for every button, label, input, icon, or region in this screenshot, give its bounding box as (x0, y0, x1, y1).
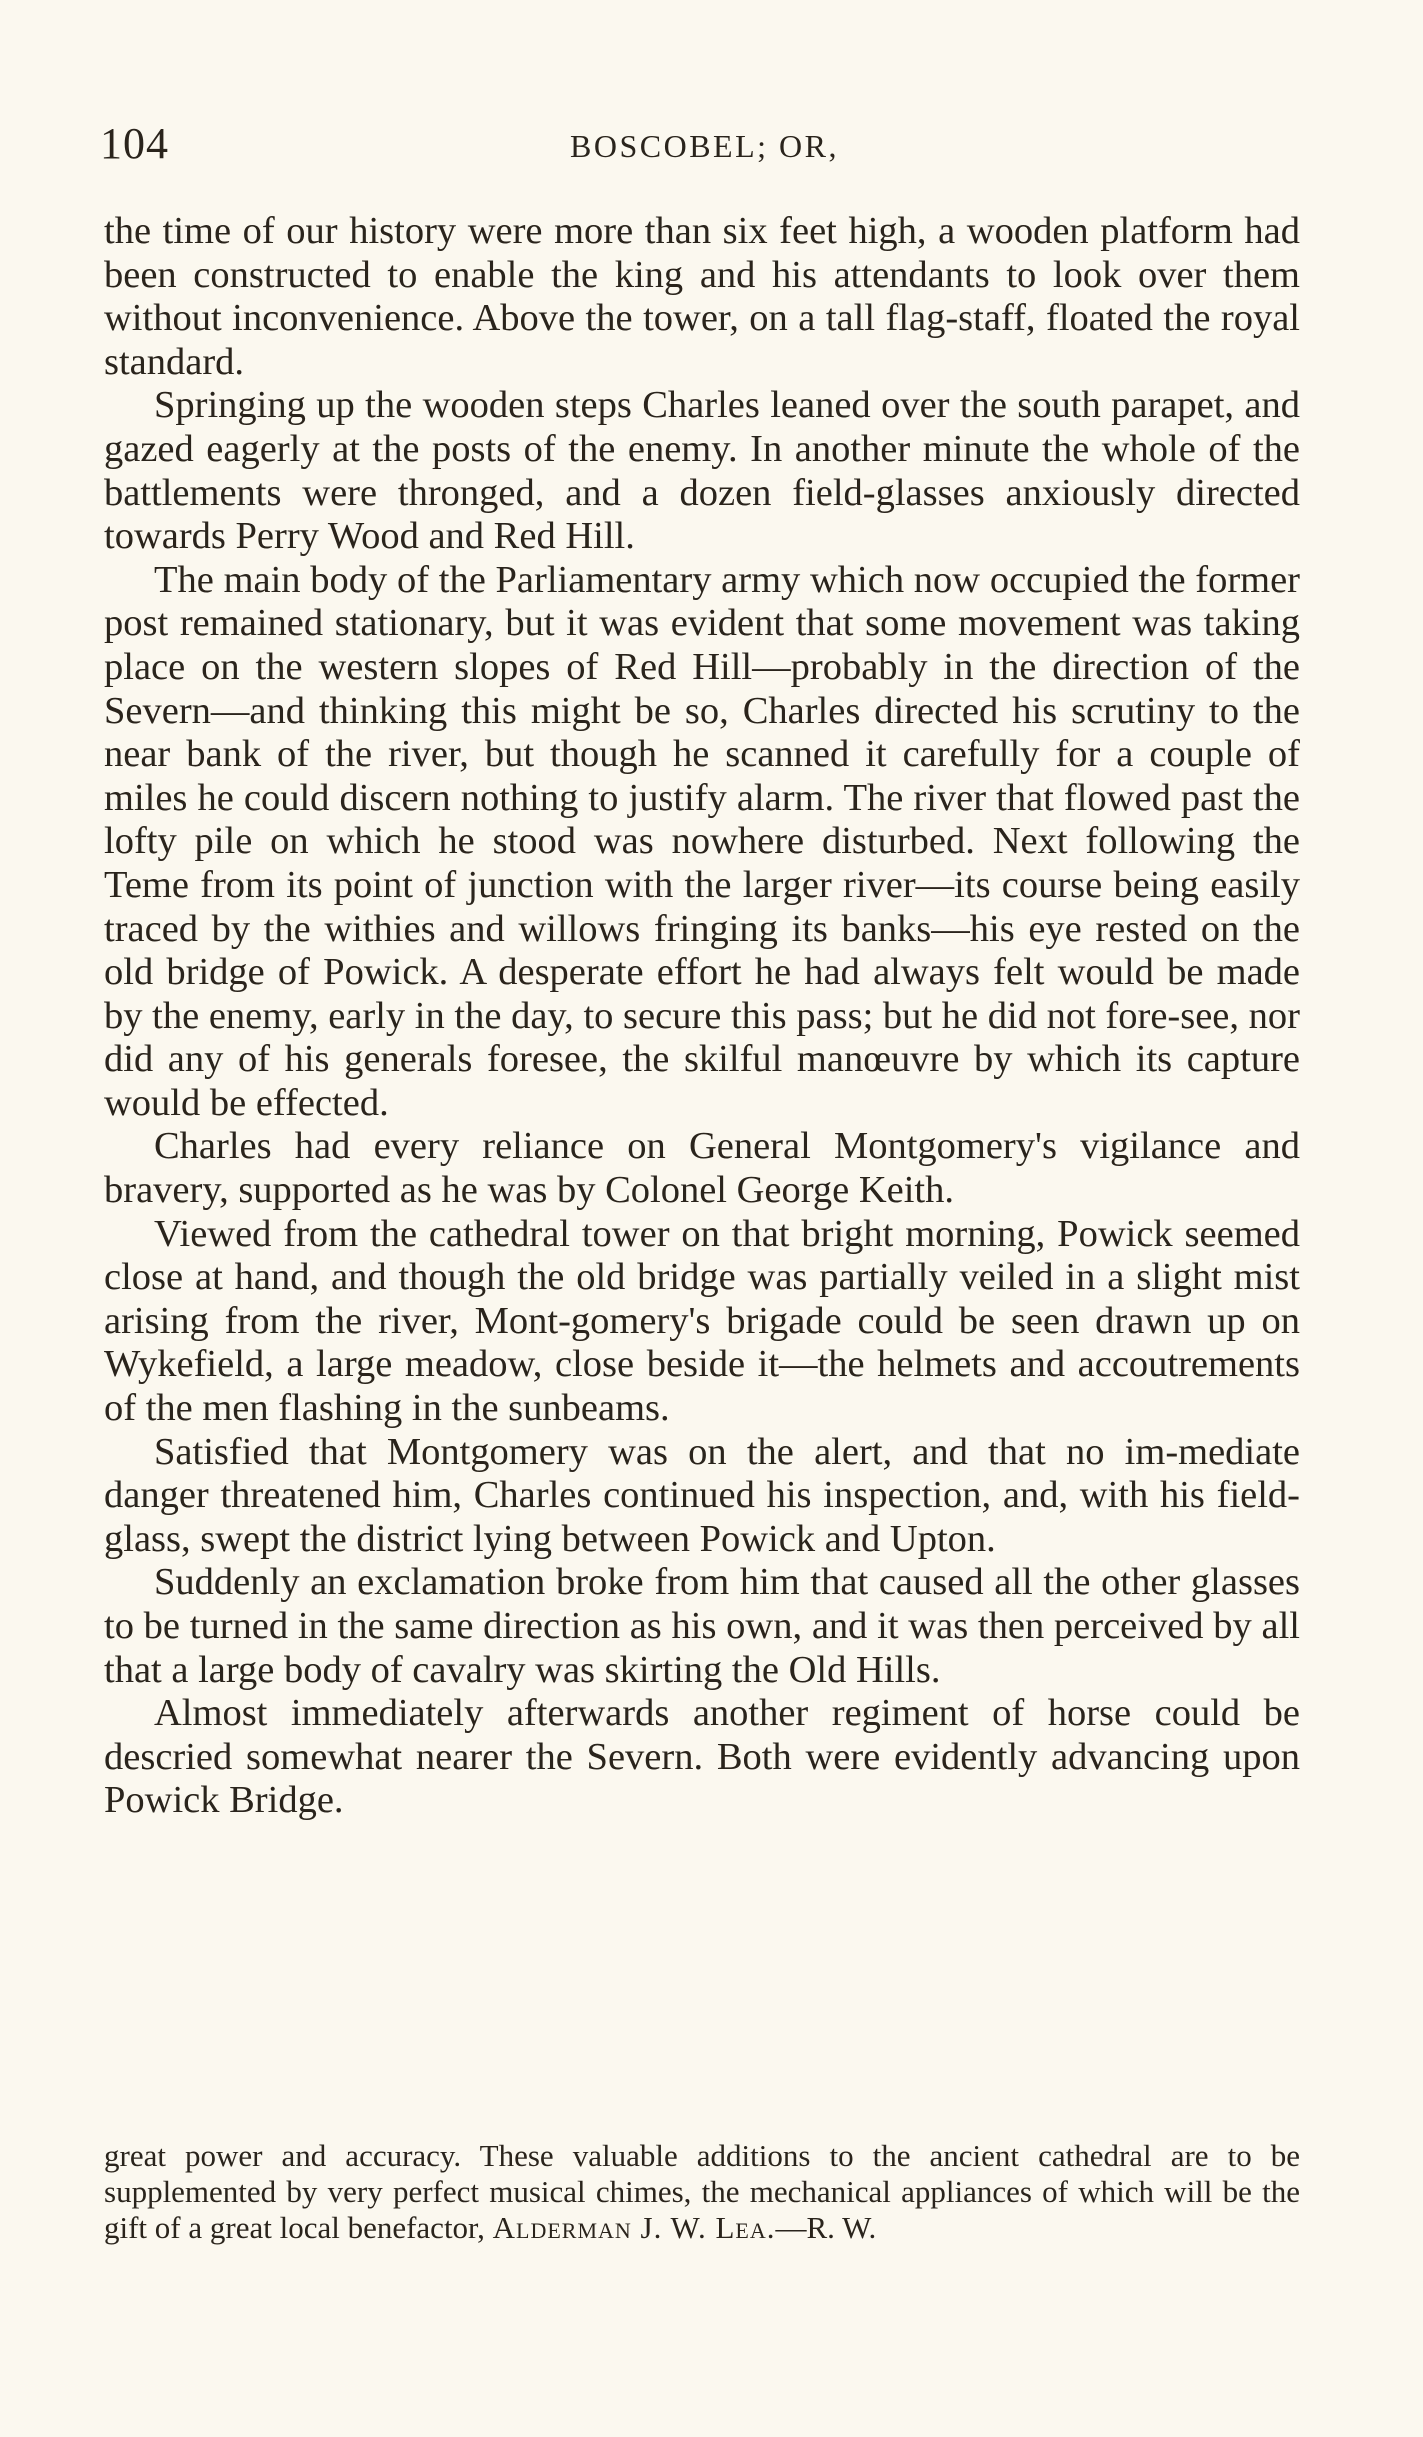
paragraph-6: Satisfied that Montgomery was on the alert, and that no im-mediate danger threatened him, Charles continued his inspection, and, with his field-glass, swept the district lying between Powick and Upton. (104, 1430, 1300, 1560)
footnote (104, 2138, 1300, 2246)
footnote-text: great power and accuracy. These valuable additions to the ancient cathedral are to be supplemented by very perfect musical chimes, the mechanical appliances of which will be the gift of a great local benefactor, (104, 2138, 1300, 2245)
body-text (104, 210, 1300, 1823)
running-title: BOSCOBEL; OR, (570, 128, 839, 164)
page-number: 104 (100, 119, 169, 168)
footnote-paragraph (104, 2138, 1300, 2246)
footnote-donor: Alderman J. W. Lea. (492, 2210, 776, 2245)
paragraph-8: Almost immediately afterwards another regiment of horse could be descried somewhat nearer the Severn. Both were evidently advancing upon Powick Bridge. (104, 1692, 1300, 1822)
footnote-signature: —R. W. (775, 2210, 877, 2245)
paragraph-7: Suddenly an exclamation broke from him that caused all the other glasses to be turned in the same direction as his own, and it was then perceived by all that a large body of cavalry was skirting the Old Hills. (104, 1561, 1300, 1691)
paragraph-1: the time of our history were more than six feet high, a wooden platform had been constructed to enable the king and his attendants to look over them without inconvenience. Above the tower, on a tall flag-staff, floated the royal standard. (104, 210, 1300, 383)
paragraph-2: Springing up the wooden steps Charles leaned over the south parapet, and gazed eagerly at the posts of the enemy. In another minute the whole of the battlements were thronged, and a dozen field-glasses anxiously directed towards Perry Wood and Red Hill. (104, 384, 1300, 558)
paragraph-5: Viewed from the cathedral tower on that bright morning, Powick seemed close at hand, and though the old bridge was partially veiled in a slight mist arising from the river, Mont-gomery's brigade could be seen drawn up on Wykefield, a large meadow, close beside it—the helmets and accoutrements of the men flashing in the sunbeams. (104, 1212, 1300, 1430)
paragraph-3: The main body of the Parliamentary army which now occupied the former post remained stationary, but it was evident that some movement was taking place on the western slopes of Red Hill—probably in the direction of the Severn—and thinking this might be so, Charles directed his scrutiny to the near bank of the river, but though he scanned it carefully for a couple of miles he could discern nothing to justify alarm. The river that flowed past the lofty pile on which he stood was nowhere disturbed. Next following the Teme from its point of junction with the larger river—its course being easily traced by the withies and willows fringing its banks—his eye rested on the old bridge of Powick. A desperate effort he had always felt would be made by the enemy, early in the day, to secure this pass; but he did not fore-see, nor did any of his generals foresee, the skilful manœuvre by which its capture would be effected. (104, 558, 1300, 1124)
paragraph-4: Charles had every reliance on General Montgomery's vigilance and bravery, supported as he was by Colonel George Keith. (104, 1125, 1300, 1212)
running-head (100, 118, 1300, 178)
